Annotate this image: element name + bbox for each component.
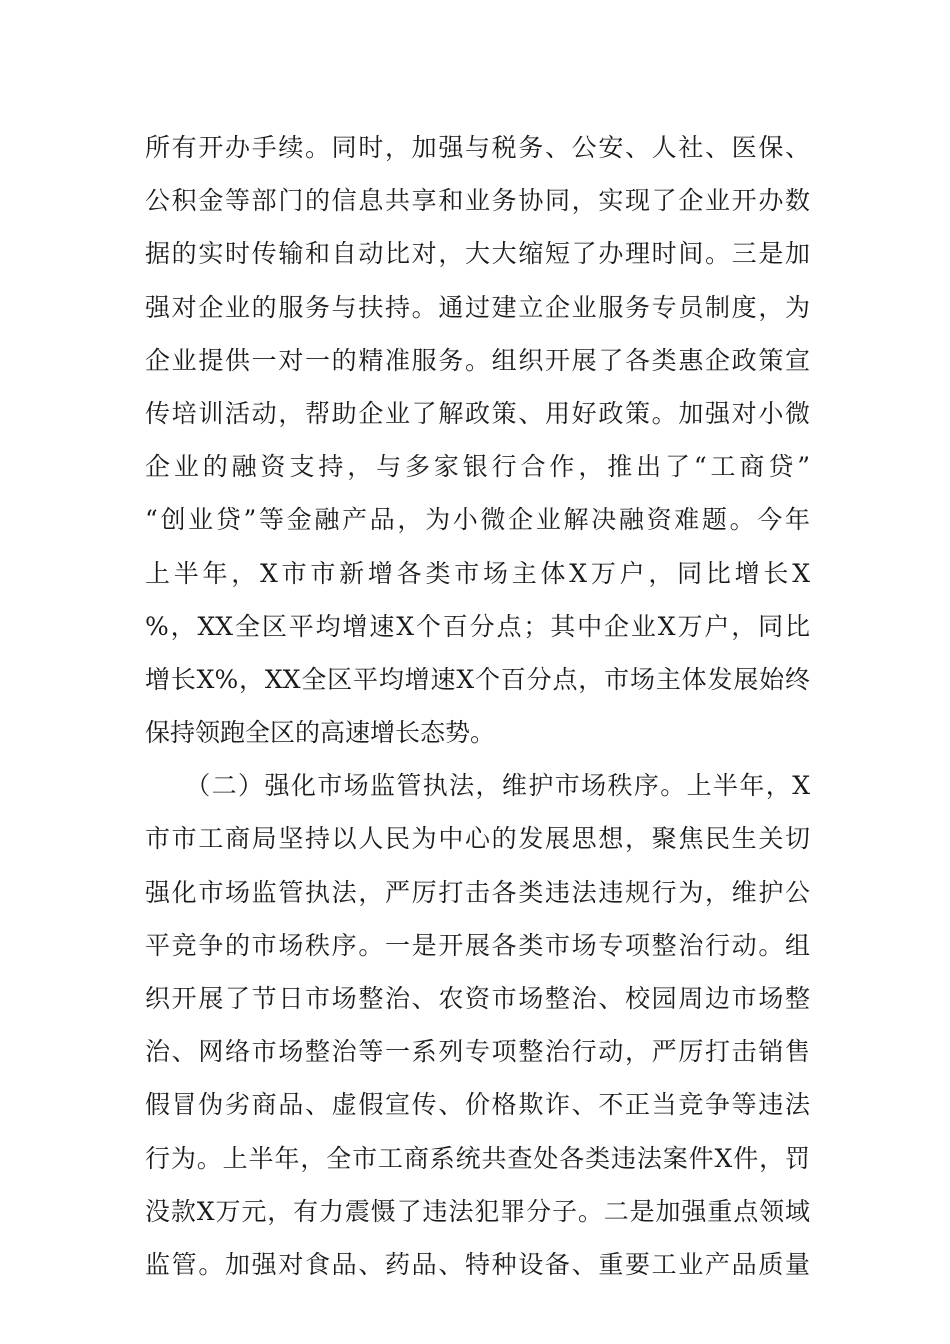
text-line: 强对企业的服务与扶持。通过建立企业服务专员制度，为 — [145, 292, 810, 322]
paragraph-end-line: 保持领跑全区的高速增长态势。 — [145, 718, 496, 748]
text-line: 据的实时传输和自动比对，大大缩短了办理时间。三是加 — [145, 239, 810, 269]
text-line: 企业的融资支持，与多家银行合作，推出了“工商贷” — [145, 452, 810, 482]
text-line: 假冒伪劣商品、虚假宣传、价格欺诈、不正当竞争等违法 — [145, 1090, 810, 1120]
section-heading-line: （二）强化市场监管执法，维护市场秩序。上半年，X — [145, 771, 810, 801]
text-line: “创业贷”等金融产品，为小微企业解决融资难题。今年 — [145, 505, 810, 535]
text-line: 市市工商局坚持以人民为中心的发展思想，聚焦民生关切 — [145, 824, 810, 854]
body-text — [145, 121, 810, 1291]
text-line: 上半年，X市市新增各类市场主体X万户，同比增长X — [145, 558, 810, 588]
text-line: 织开展了节日市场整治、农资市场整治、校园周边市场整 — [145, 984, 810, 1013]
text-line: 行为。上半年，全市工商系统共查处各类违法案件X件，罚 — [145, 1143, 810, 1173]
text-line: 公积金等部门的信息共享和业务协同，实现了企业开办数 — [145, 186, 810, 216]
text-line: 治、网络市场整治等一系列专项整治行动，严厉打击销售 — [145, 1037, 810, 1067]
text-line: 监管。加强对食品、药品、特种设备、重要工业产品质量 — [145, 1249, 810, 1279]
text-line: 传培训活动，帮助企业了解政策、用好政策。加强对小微 — [145, 398, 810, 428]
text-line: %，XX全区平均增速X个百分点；其中企业X万户，同比 — [145, 611, 810, 641]
text-line: 平竞争的市场秩序。一是开展各类市场专项整治行动。组 — [145, 930, 810, 960]
text-line: 所有开办手续。同时，加强与税务、公安、人社、医保、 — [145, 133, 810, 162]
text-line: 增长X%，XX全区平均增速X个百分点，市场主体发展始终 — [145, 664, 810, 694]
text-line: 没款X万元，有力震慑了违法犯罪分子。二是加强重点领域 — [145, 1196, 810, 1226]
text-line: 强化市场监管执法，严厉打击各类违法违规行为，维护公 — [145, 877, 810, 907]
text-line: 企业提供一对一的精准服务。组织开展了各类惠企政策宣 — [145, 345, 810, 375]
